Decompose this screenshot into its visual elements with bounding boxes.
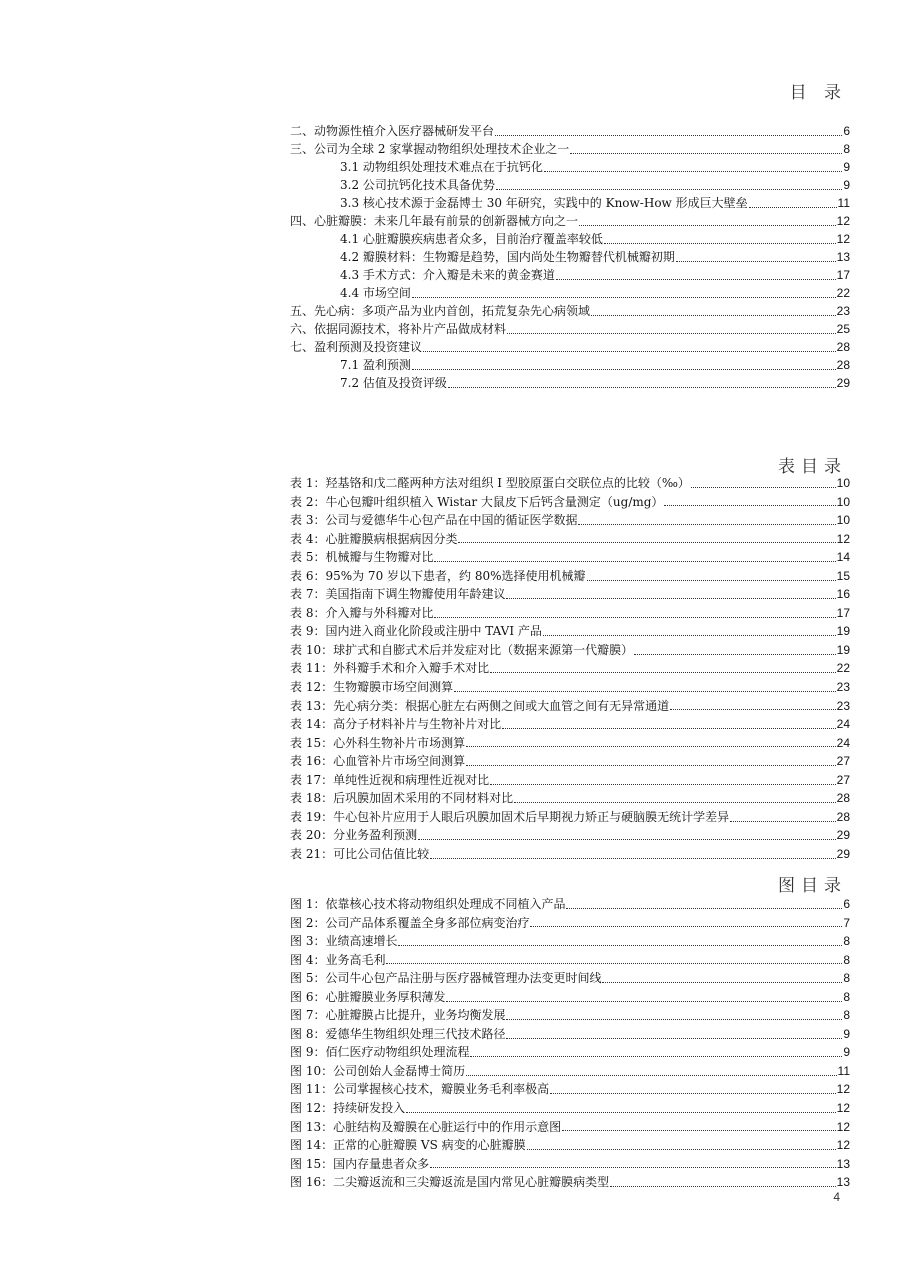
toc-entry-label: 六、依据同源技术，将补片产品做成材料 bbox=[290, 322, 507, 336]
toc-entry[interactable] bbox=[290, 320, 850, 338]
dot-leader bbox=[507, 333, 836, 334]
toc-entry-label: 二、动物源性植介入医疗器械研发平台 bbox=[290, 124, 495, 138]
toc-entry-page-number: 12 bbox=[836, 214, 850, 228]
dot-leader bbox=[587, 580, 836, 581]
dot-leader bbox=[434, 561, 835, 562]
dot-leader bbox=[566, 908, 842, 909]
figure-index-entry[interactable] bbox=[290, 1136, 850, 1155]
figure-index-entry-page-number: 12 bbox=[836, 1101, 850, 1116]
dot-leader bbox=[691, 487, 836, 488]
figure-index-entry-label: 图 7：心脏瓣膜占比提升，业务均衡发展 bbox=[290, 1008, 506, 1023]
figure-index-entry-label: 图 13：心脏结构及瓣膜在心脏运行中的作用示意图 bbox=[290, 1119, 562, 1134]
toc-entry[interactable] bbox=[290, 158, 850, 176]
toc-entry-page-number: 13 bbox=[836, 250, 850, 264]
figure-index-entry[interactable] bbox=[290, 988, 850, 1007]
table-index-entry[interactable] bbox=[290, 808, 850, 827]
table-index-entry[interactable] bbox=[290, 493, 850, 512]
toc-entry-page-number: 8 bbox=[843, 142, 850, 156]
table-index-entry-page-number: 15 bbox=[836, 568, 850, 583]
figure-index-entry-label: 图 1：依靠核心技术将动物组织处理成不同植入产品 bbox=[290, 897, 566, 911]
toc-entry[interactable] bbox=[290, 338, 850, 356]
figure-index-entry-page-number: 12 bbox=[836, 1082, 850, 1097]
figure-index-entry[interactable] bbox=[290, 1173, 850, 1192]
toc-entry[interactable] bbox=[290, 284, 850, 302]
toc-entry-page-number: 9 bbox=[843, 178, 850, 192]
table-index-entry-page-number: 19 bbox=[836, 642, 850, 657]
figure-index-entry-label: 图 16：二尖瓣返流和三尖瓣返流是国内常见心脏瓣膜病类型 bbox=[290, 1175, 610, 1190]
dot-leader bbox=[514, 802, 836, 803]
dot-leader bbox=[466, 1075, 836, 1076]
toc-entry[interactable] bbox=[290, 212, 850, 230]
dot-leader bbox=[591, 315, 836, 316]
table-index-heading: 表目录 bbox=[778, 457, 847, 477]
figure-index-entry-page-number: 8 bbox=[843, 1008, 850, 1023]
table-index-entry-label: 表 7：美国指南下调生物瓣使用年龄建议 bbox=[290, 587, 506, 602]
figure-index-entry-page-number: 8 bbox=[843, 952, 850, 967]
table-index-entry-page-number: 19 bbox=[836, 624, 850, 639]
dot-leader bbox=[495, 135, 842, 136]
table-index-entry-page-number: 27 bbox=[836, 754, 850, 769]
table-index-entry-label: 表 13：先心病分类：根据心脏左右两侧之间或大血管之间有无异常通道 bbox=[290, 698, 670, 713]
figure-index-entry-page-number: 13 bbox=[836, 1156, 850, 1171]
figure-index-entry[interactable] bbox=[290, 1062, 850, 1081]
dot-leader bbox=[398, 945, 842, 946]
figure-index-entry-label: 图 15：国内存量患者众多 bbox=[290, 1156, 430, 1171]
toc-entry-page-number: 28 bbox=[836, 340, 850, 354]
toc-entry-page-number: 11 bbox=[837, 196, 850, 210]
toc-entry-page-number: 9 bbox=[843, 160, 850, 174]
dot-leader bbox=[749, 207, 837, 208]
dot-leader bbox=[602, 982, 842, 983]
dot-leader bbox=[430, 858, 836, 859]
toc-entry-label: 3.3 核心技术源于金磊博士 30 年研究，实践中的 Know-How 形成巨大壁垒 bbox=[340, 196, 748, 210]
dot-leader bbox=[604, 243, 836, 244]
table-index-entry-page-number: 10 bbox=[836, 494, 850, 509]
table-index-entry-page-number: 29 bbox=[836, 846, 850, 861]
dot-leader bbox=[544, 171, 842, 172]
figure-index-entry-label: 图 4：业务高毛利 bbox=[290, 952, 386, 967]
dot-leader bbox=[556, 279, 836, 280]
table-index-entry-label: 表 18：后巩膜加固术采用的不同材料对比 bbox=[290, 791, 514, 806]
figure-index-entry-page-number: 12 bbox=[836, 1119, 850, 1134]
dot-leader bbox=[466, 765, 836, 766]
table-index-entry-label: 表 11：外科瓣手术和介入瓣手术对比 bbox=[290, 661, 490, 676]
toc-entry-label: 三、公司为全球 2 家掌握动物组织处理技术企业之一 bbox=[290, 142, 570, 156]
figure-index-entry-page-number: 9 bbox=[843, 1026, 850, 1041]
dot-leader bbox=[730, 821, 836, 822]
dot-leader bbox=[543, 635, 836, 636]
table-index-entry[interactable] bbox=[290, 659, 850, 678]
toc-entry-label: 7.1 盈利预测 bbox=[340, 358, 411, 372]
table-index-entry-page-number: 29 bbox=[836, 828, 850, 843]
table-index-entry-page-number: 16 bbox=[836, 587, 850, 602]
table-index-entry-page-number: 27 bbox=[836, 772, 850, 787]
figure-index-entry-label: 图 6：心脏瓣膜业务厚积薄发 bbox=[290, 989, 446, 1004]
table-index-entry-label: 表 6：95%为 70 岁以下患者，约 80%选择使用机械瓣 bbox=[290, 568, 586, 583]
dot-leader bbox=[506, 1038, 842, 1039]
table-index-entry-page-number: 10 bbox=[836, 513, 850, 528]
toc-entry-label: 3.1 动物组织处理技术难点在于抗钙化 bbox=[340, 160, 543, 174]
figure-index-entry[interactable] bbox=[290, 895, 850, 914]
table-index-entry-label: 表 19：牛心包补片应用于人眼后巩膜加固术后早期视力矫正与硬脑膜无统计学差异 bbox=[290, 809, 730, 824]
figure-index-entry[interactable] bbox=[290, 1099, 850, 1118]
toc-entry-page-number: 29 bbox=[836, 376, 850, 390]
table-index-entry-page-number: 23 bbox=[836, 680, 850, 695]
figure-index-entry-label: 图 11：公司掌握核心技术，瓣膜业务毛利率极高 bbox=[290, 1082, 550, 1097]
toc-entry-page-number: 12 bbox=[836, 232, 850, 246]
table-index-entry-page-number: 10 bbox=[836, 476, 850, 490]
toc-entry-label: 4.2 瓣膜材料：生物瓣是趋势，国内尚处生物瓣替代机械瓣初期 bbox=[340, 250, 675, 264]
table-index-entry[interactable] bbox=[290, 752, 850, 771]
table-index-entry[interactable] bbox=[290, 511, 850, 530]
figure-index-entry-label: 图 12：持续研发投入 bbox=[290, 1101, 406, 1116]
dot-leader bbox=[412, 297, 836, 298]
table-index-entry-page-number: 23 bbox=[836, 698, 850, 713]
dot-leader bbox=[446, 1001, 842, 1002]
figure-index-entry-label: 图 8：爱德华生物组织处理三代技术路径 bbox=[290, 1026, 506, 1041]
dot-leader bbox=[423, 351, 836, 352]
dot-leader bbox=[454, 691, 836, 692]
toc-entry[interactable] bbox=[290, 356, 850, 374]
table-index-entry[interactable] bbox=[290, 845, 850, 864]
figure-index-entry-page-number: 11 bbox=[837, 1063, 850, 1078]
dot-leader bbox=[550, 1093, 836, 1094]
figure-index-entry-label: 图 14：正常的心脏瓣膜 VS 病变的心脏瓣膜 bbox=[290, 1138, 526, 1153]
dot-leader bbox=[579, 225, 836, 226]
table-index-entry-label: 表 12：生物瓣膜市场空间测算 bbox=[290, 680, 454, 695]
figure-index-entry[interactable] bbox=[290, 1025, 850, 1044]
table-index-entry[interactable] bbox=[290, 771, 850, 790]
table-index-entry-page-number: 22 bbox=[836, 661, 850, 676]
toc-entry[interactable] bbox=[290, 140, 850, 158]
toc-entry[interactable] bbox=[290, 122, 850, 140]
figure-index-entry[interactable] bbox=[290, 1155, 850, 1174]
table-index-entry-page-number: 14 bbox=[836, 550, 850, 565]
figure-index-heading: 图目录 bbox=[778, 876, 847, 896]
table-index-entry[interactable] bbox=[290, 604, 850, 623]
dot-leader bbox=[610, 1186, 836, 1187]
figure-index-entry[interactable] bbox=[290, 1080, 850, 1099]
table-index-entry-label: 表 15：心外科生物补片市场测算 bbox=[290, 735, 466, 750]
toc-entry-label: 4.1 心脏瓣膜疾病患者众多，目前治疗覆盖率较低 bbox=[340, 232, 603, 246]
dot-leader bbox=[527, 1149, 836, 1150]
table-index-entry-label: 表 14：高分子材料补片与生物补片对比 bbox=[290, 717, 502, 732]
figure-index-entry-page-number: 8 bbox=[843, 934, 850, 949]
toc-entry[interactable] bbox=[290, 194, 850, 212]
figure-index-entry-page-number: 7 bbox=[843, 915, 850, 930]
table-index-entry-label: 表 9：国内进入商业化阶段或注册中 TAVI 产品 bbox=[290, 624, 542, 639]
figure-index-entry-page-number: 6 bbox=[843, 897, 850, 911]
dot-leader bbox=[664, 505, 835, 506]
table-index-entry[interactable] bbox=[290, 530, 850, 549]
figure-index-entry[interactable] bbox=[290, 951, 850, 970]
table-index-entry[interactable] bbox=[290, 826, 850, 845]
table-index-entry[interactable] bbox=[290, 678, 850, 697]
figure-index-entry-label: 图 9：佰仁医疗动物组织处理流程 bbox=[290, 1045, 470, 1060]
table-index-entry[interactable] bbox=[290, 474, 850, 493]
toc-entry-page-number: 23 bbox=[836, 304, 850, 318]
toc-entry-label: 4.4 市场空间 bbox=[340, 286, 411, 300]
figure-index-entry[interactable] bbox=[290, 969, 850, 988]
toc-entry[interactable] bbox=[290, 374, 850, 392]
figure-index-entry-label: 图 3：业绩高速增长 bbox=[290, 934, 398, 949]
dot-leader bbox=[418, 839, 836, 840]
dot-leader bbox=[634, 654, 836, 655]
table-index-entry-page-number: 24 bbox=[836, 717, 850, 732]
toc-heading: 目 录 bbox=[789, 83, 847, 103]
table-index-entry-label: 表 2：牛心包瓣叶组织植入 Wistar 大鼠皮下后钙含量测定（ug/mg） bbox=[290, 494, 664, 509]
toc-entry-label: 4.3 手术方式：介入瓣是未来的黄金赛道 bbox=[340, 268, 555, 282]
table-index-entry-label: 表 10：球扩式和自膨式术后并发症对比（数据来源第一代瓣膜） bbox=[290, 642, 634, 657]
toc-list bbox=[290, 122, 850, 392]
toc-entry-page-number: 6 bbox=[843, 124, 850, 138]
table-index-entry[interactable] bbox=[290, 789, 850, 808]
table-index-entry-label: 表 8：介入瓣与外科瓣对比 bbox=[290, 605, 434, 620]
toc-entry-label: 七、盈利预测及投资建议 bbox=[290, 340, 423, 354]
table-index-entry-label: 表 5：机械瓣与生物瓣对比 bbox=[290, 550, 434, 565]
table-index-entry[interactable] bbox=[290, 715, 850, 734]
table-index-entry-label: 表 16：心血管补片市场空间测算 bbox=[290, 754, 466, 769]
table-index-entry[interactable] bbox=[290, 734, 850, 753]
dot-leader bbox=[434, 617, 835, 618]
figure-index-entry[interactable] bbox=[290, 1118, 850, 1137]
table-index-entry-page-number: 12 bbox=[836, 531, 850, 546]
dot-leader bbox=[458, 542, 835, 543]
table-index-entry-page-number: 17 bbox=[836, 605, 850, 620]
figure-index-entry[interactable] bbox=[290, 932, 850, 951]
table-index-entry[interactable] bbox=[290, 641, 850, 660]
dot-leader bbox=[496, 189, 842, 190]
toc-entry[interactable] bbox=[290, 176, 850, 194]
dot-leader bbox=[490, 672, 836, 673]
dot-leader bbox=[412, 369, 836, 370]
dot-leader bbox=[502, 728, 836, 729]
dot-leader bbox=[466, 746, 836, 747]
toc-entry-label: 四、心脏瓣膜：未来几年最有前景的创新器械方向之一 bbox=[290, 214, 579, 228]
figure-index-entry-page-number: 8 bbox=[843, 971, 850, 986]
table-index-list bbox=[290, 474, 850, 863]
table-index-entry-label: 表 17：单纯性近视和病理性近视对比 bbox=[290, 772, 490, 787]
figure-index-entry-page-number: 12 bbox=[836, 1138, 850, 1153]
figure-index-entry-label: 图 5：公司牛心包产品注册与医疗器械管理办法变更时间线 bbox=[290, 971, 602, 986]
toc-entry-page-number: 25 bbox=[836, 322, 850, 336]
table-index-entry-label: 表 4：心脏瓣膜病根据病因分类 bbox=[290, 531, 458, 546]
figure-index-list bbox=[290, 895, 850, 1192]
dot-leader bbox=[506, 598, 835, 599]
dot-leader bbox=[506, 1019, 842, 1020]
toc-entry-page-number: 22 bbox=[836, 286, 850, 300]
toc-entry[interactable] bbox=[290, 248, 850, 266]
table-index-entry-page-number: 28 bbox=[836, 791, 850, 806]
dot-leader bbox=[430, 1167, 836, 1168]
dot-leader bbox=[490, 784, 836, 785]
dot-leader bbox=[470, 1056, 842, 1057]
toc-entry-page-number: 17 bbox=[836, 268, 850, 282]
figure-index-entry-label: 图 2：公司产品体系覆盖全身多部位病变治疗 bbox=[290, 915, 530, 930]
figure-index-entry-page-number: 8 bbox=[843, 989, 850, 1004]
table-index-entry-label: 表 21：可比公司估值比较 bbox=[290, 846, 430, 861]
table-index-entry-page-number: 28 bbox=[836, 809, 850, 824]
toc-entry[interactable] bbox=[290, 302, 850, 320]
toc-entry-label: 7.2 估值及投资评级 bbox=[340, 376, 447, 390]
dot-leader bbox=[406, 1112, 836, 1113]
table-index-entry-label: 表 3：公司与爱德华牛心包产品在中国的循证医学数据 bbox=[290, 513, 578, 528]
table-index-entry-page-number: 24 bbox=[836, 735, 850, 750]
dot-leader bbox=[530, 926, 842, 927]
toc-entry[interactable] bbox=[290, 230, 850, 248]
dot-leader bbox=[578, 524, 835, 525]
dot-leader bbox=[570, 153, 842, 154]
dot-leader bbox=[562, 1130, 836, 1131]
figure-index-entry[interactable] bbox=[290, 1043, 850, 1062]
toc-entry[interactable] bbox=[290, 266, 850, 284]
table-index-entry[interactable] bbox=[290, 567, 850, 586]
table-index-entry[interactable] bbox=[290, 622, 850, 641]
dot-leader bbox=[386, 963, 842, 964]
figure-index-entry-page-number: 9 bbox=[843, 1045, 850, 1060]
toc-entry-label: 3.2 公司抗钙化技术具备优势 bbox=[340, 178, 495, 192]
table-index-entry[interactable] bbox=[290, 697, 850, 716]
table-index-entry-label: 表 20：分业务盈利预测 bbox=[290, 828, 418, 843]
figure-index-entry[interactable] bbox=[290, 1006, 850, 1025]
figure-index-entry-label: 图 10：公司创始人金磊博士简历 bbox=[290, 1063, 466, 1078]
table-index-entry[interactable] bbox=[290, 548, 850, 567]
toc-entry-page-number: 28 bbox=[836, 358, 850, 372]
table-index-entry-label: 表 1：羟基铬和戊二醛两种方法对组织 I 型胶原蛋白交联位点的比较（‰） bbox=[290, 476, 690, 490]
figure-index-entry-page-number: 13 bbox=[836, 1175, 850, 1190]
dot-leader bbox=[448, 387, 836, 388]
toc-entry-label: 五、先心病：多项产品为业内首创，拓荒复杂先心病领域 bbox=[290, 304, 591, 318]
figure-index-entry[interactable] bbox=[290, 914, 850, 933]
table-index-entry[interactable] bbox=[290, 585, 850, 604]
dot-leader bbox=[676, 261, 836, 262]
page-number: 4 bbox=[833, 1190, 840, 1204]
dot-leader bbox=[670, 709, 836, 710]
